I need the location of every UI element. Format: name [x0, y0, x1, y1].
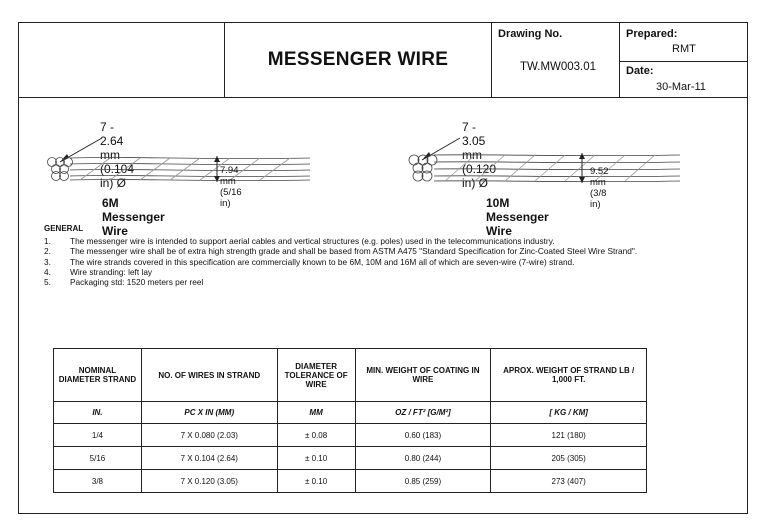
table-cell: 7 X 0.104 (2.64) — [141, 447, 277, 470]
table-cell: ± 0.10 — [277, 470, 355, 493]
prepared-date-cell — [620, 23, 747, 97]
unit-cell: MM — [277, 402, 355, 424]
table-cell: 1/4 — [54, 424, 142, 447]
prepared-label: Prepared: — [626, 28, 678, 40]
column-header: NO. OF WIRES IN STRAND — [141, 349, 277, 402]
table-cell: 121 (180) — [491, 424, 647, 447]
table-cell: 7 X 0.120 (3.05) — [141, 470, 277, 493]
spec-table — [53, 348, 647, 493]
wire-caption: 10M Messenger Wire — [486, 196, 549, 238]
table-cell: 205 (305) — [491, 447, 647, 470]
general-heading: GENERAL — [44, 224, 84, 233]
title-cell — [225, 23, 492, 97]
table-header-row — [54, 349, 647, 402]
page-title: MESSENGER WIRE — [267, 49, 449, 70]
list-item: 3. The wire strands covered in this specification are commercially known to be 6M, 10M and 16M all of which are seven-wire (7-wire) strand. — [44, 256, 575, 267]
divider — [620, 61, 747, 62]
strand-label: 7 - 2.64 mm (0.104 in) Ø — [100, 120, 135, 190]
unit-cell: PC X IN (MM) — [141, 402, 277, 424]
list-item: 1. The messenger wire is intended to support aerial cables and vertical structures (e.g. poles) used in the telecommunications industry. — [44, 236, 555, 246]
column-header: MIN. WEIGHT OF COATING IN WIRE — [355, 349, 491, 402]
column-header: NOMINAL DIAMETER STRAND — [54, 349, 142, 402]
table-cell: 0.80 (244) — [355, 447, 491, 470]
drawing-number: TW.MW003.01 — [520, 61, 597, 73]
table-cell: 5/16 — [54, 447, 142, 470]
strand-drawing — [400, 110, 690, 200]
strand-dimension: 9.52 mm (3/8 in) — [590, 166, 609, 210]
drawing-number-cell — [492, 23, 620, 97]
logo-area — [19, 23, 225, 97]
date-label: Date: — [626, 65, 654, 77]
table-cell: 7 X 0.080 (2.03) — [141, 424, 277, 447]
strand-drawing — [40, 110, 330, 200]
strand-label: 7 - 3.05 mm (0.120 in) Ø — [462, 120, 497, 190]
wire-caption: 6M Messenger Wire — [102, 196, 165, 238]
table-cell: ± 0.10 — [277, 447, 355, 470]
column-header: DIAMETER TOLERANCE OF WIRE — [277, 349, 355, 402]
general-notes — [44, 236, 684, 287]
unit-cell: OZ / FT² [G/M²] — [355, 402, 491, 424]
table-cell: 273 (407) — [491, 470, 647, 493]
column-header: APROX. WEIGHT OF STRAND LB / 1,000 FT. — [491, 349, 647, 402]
strand-dimension: 7.94 mm (5/16 in) — [220, 165, 242, 209]
date-value: 30-Mar-11 — [656, 81, 706, 93]
list-item: 4. Wire stranding: left lay — [44, 266, 153, 277]
table-cell: 0.85 (259) — [355, 470, 491, 493]
table-cell: 3/8 — [54, 470, 142, 493]
title-block — [19, 23, 747, 98]
table-units-row — [54, 402, 647, 424]
table-row — [54, 447, 647, 470]
table-row — [54, 470, 647, 493]
table-row — [54, 424, 647, 447]
table-cell: 0.60 (183) — [355, 424, 491, 447]
list-item: 2. The messenger wire shall be of extra high strength grade and shall be based from ASTM A475 "Standard Specification for Zinc-Coated Steel Wire Strand". — [44, 246, 638, 257]
unit-cell: IN. — [54, 402, 142, 424]
prepared-by: RMT — [672, 43, 696, 55]
unit-cell: [ KG / KM] — [491, 402, 647, 424]
table-cell: ± 0.08 — [277, 424, 355, 447]
drawing-number-label: Drawing No. — [498, 28, 563, 40]
list-item: 5. Packaging std: 1520 meters per reel — [44, 277, 204, 288]
